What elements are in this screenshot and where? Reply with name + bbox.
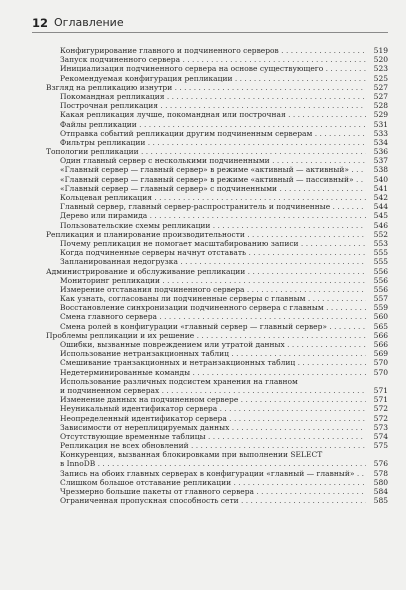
page-header	[32, 16, 388, 30]
toc-entry-title: Запись на обоих главных серверах в конфигурации «главный — главный» . . .	[60, 469, 366, 478]
toc-entry-title: Конфигурирование главного и подчиненного серверов . . .	[60, 46, 366, 55]
toc-entry	[32, 74, 388, 83]
toc-entry-title: Восстановление синхронизации подчиненного сервера с главным . . .	[60, 303, 366, 312]
toc-entry	[32, 46, 388, 55]
toc-entry-page: 556	[373, 284, 388, 294]
toc-entry	[32, 55, 388, 64]
toc-entry-page: 570	[373, 367, 388, 377]
toc-entry-page: 520	[373, 55, 388, 65]
toc-entry-title: Какая репликация лучше, покомандная или построчная . . .	[60, 110, 366, 119]
toc-entry	[32, 101, 388, 110]
toc-entry-page: 576	[373, 459, 388, 469]
toc-entry	[32, 487, 388, 496]
toc-entry	[32, 165, 388, 174]
toc-entry-title: Недетерминированные команды . . .	[60, 368, 366, 377]
toc-entry-page: 523	[373, 64, 388, 74]
toc-entry-title: Администрирование и обслуживание репликации . . .	[46, 267, 366, 276]
toc-entry-page: 572	[373, 413, 388, 423]
toc-entry	[32, 349, 388, 358]
toc-entry-page: 585	[373, 496, 388, 506]
toc-entry-page: 569	[373, 349, 388, 359]
toc-entry-title: «Главный сервер — главный сервер» с подчиненными . . .	[60, 184, 366, 193]
toc-entry-title: Зависимости от нереплицируемых данных . . .	[60, 423, 366, 432]
toc-entry-page: 538	[373, 165, 388, 175]
toc-entry-page: 553	[373, 238, 388, 248]
toc-entry	[32, 441, 388, 450]
toc-entry-page: 546	[373, 220, 388, 230]
toc-entry-page: 529	[373, 110, 388, 120]
toc-entry-title: Слишком большое отставание репликации . . .	[60, 478, 366, 487]
toc-entry-title-continued: и подчиненном серверах . . .	[60, 386, 366, 395]
toc-entry-title: Использование различных подсистем хранения на главном	[60, 376, 298, 386]
toc-entry	[32, 312, 388, 321]
toc-entry-page: 574	[373, 431, 388, 441]
toc-entry-page: 525	[373, 73, 388, 83]
toc-entry-page: 560	[373, 312, 388, 322]
toc-entry-title: «Главный сервер — главный сервер» в режиме «активный — пассивный» . . .	[60, 175, 366, 184]
toc-entry	[32, 395, 388, 404]
header-rule	[32, 32, 388, 33]
toc-entry-page: 566	[373, 340, 388, 349]
toc-entry-page: 544	[373, 202, 388, 212]
toc-entry-page: 536	[373, 147, 388, 157]
toc-entry	[32, 138, 388, 147]
toc-entry-title: Использование нетранзакционных таблиц . . .	[60, 349, 366, 358]
toc-entry	[32, 358, 388, 367]
toc-entry-page: 540	[373, 174, 388, 184]
toc-entry-title: Запуск подчиненного сервера . . .	[60, 55, 366, 64]
toc-entry	[32, 184, 388, 193]
toc-entry-title: Когда подчиненные серверы начнут отставать . . .	[60, 248, 366, 257]
toc-entry	[32, 147, 388, 156]
toc-entry-title: Почему репликация не помогает масштабированию записи . . .	[60, 239, 366, 248]
toc-entry-page: 566	[373, 330, 388, 340]
toc-entry-page: 542	[373, 193, 388, 202]
toc-entry-page: 531	[373, 119, 388, 129]
toc-entry-title: Файлы репликации . . .	[60, 120, 366, 129]
toc-entry-title: Репликация и планирование производительности . . .	[46, 230, 366, 239]
toc-entry	[32, 294, 388, 303]
toc-entry	[32, 110, 388, 119]
toc-entry-page: 584	[373, 487, 388, 497]
toc-entry-title: Фильтры репликации . . .	[60, 138, 366, 147]
toc-entry	[32, 496, 388, 505]
toc-entry	[32, 377, 388, 395]
toc-entry-title: «Главный сервер — главный сервер» в режиме «активный — активный» . . .	[60, 165, 366, 174]
toc-entry-title: Взгляд на репликацию изнутри . . .	[46, 83, 366, 92]
toc-entry-page: 533	[373, 128, 388, 138]
toc-entry-title: Мониторинг репликации . . .	[60, 276, 366, 285]
toc-entry	[32, 202, 388, 211]
toc-entry	[32, 257, 388, 266]
toc-entry-title: Измерение отставания подчиненного сервера . . .	[60, 285, 366, 294]
toc-entry-page: 580	[373, 477, 388, 487]
toc-entry-page: 571	[373, 385, 388, 395]
toc-entry-title: Неопределенный идентификатор сервера . . .	[60, 414, 366, 423]
toc-entry-page: 575	[373, 441, 388, 451]
toc-entry	[32, 432, 388, 441]
header-title: Оглавление	[54, 16, 124, 29]
toc-entry-page: 519	[373, 46, 388, 55]
toc-entry-title: Изменение данных на подчиненном сервере . . .	[60, 395, 366, 404]
toc-entry-title: Смена ролей в конфигурации «главный сервер — главный сервер» . . .	[60, 322, 366, 331]
toc-entry-title: Кольцевая репликация . . .	[60, 193, 366, 202]
toc-entry-page: 556	[373, 275, 388, 285]
toc-entry-page: 545	[373, 211, 388, 221]
toc-entry	[32, 267, 388, 276]
toc-entry-title: Построчная репликация . . .	[60, 101, 366, 110]
toc-entry-page: 570	[373, 358, 388, 368]
toc-entry-title: Дерево или пирамида . . .	[60, 211, 366, 220]
toc-entry-title: Пользовательские схемы репликации . . .	[60, 221, 366, 230]
toc-entry-title: Смена главного сервера . . .	[60, 312, 366, 321]
toc-entry	[32, 478, 388, 487]
toc-entry	[32, 211, 388, 220]
toc-entry-title: Инициализация подчиненного сервера на основе существующего . . .	[60, 64, 366, 73]
toc-entry-title: Неуникальный идентификатор сервера . . .	[60, 404, 366, 413]
toc-entry-title: Один главный сервер с несколькими подчиненными . . .	[60, 156, 366, 165]
toc-entry	[32, 331, 388, 340]
toc-entry-title: Главный сервер, главный сервер-распространитель и подчиненные . . .	[60, 202, 366, 211]
toc-entry-page: 565	[373, 321, 388, 331]
toc-entry-title: Репликация не всех обновлений . . .	[60, 441, 366, 450]
toc-entry-page: 527	[373, 82, 388, 92]
toc-entry	[32, 276, 388, 285]
toc-entry	[32, 230, 388, 239]
toc-entry-page: 571	[373, 395, 388, 405]
toc-entry-title: Смешивание транзакционных и нетранзакционных таблиц . . .	[60, 358, 366, 367]
toc-entry	[32, 120, 388, 129]
toc-entry-page: 556	[373, 266, 388, 276]
toc-entry-title-continued: в InnoDB . . .	[60, 459, 366, 468]
toc-entry-page: 537	[373, 156, 388, 166]
toc-entry	[32, 423, 388, 432]
toc-entry-title: Ограниченная пропускная способность сети . . .	[60, 496, 366, 505]
toc-entry	[32, 64, 388, 73]
toc-entry-title: Чрезмерно большие пакеты от главного сервера . . .	[60, 487, 366, 496]
toc-entry-title: Топологии репликации . . .	[46, 147, 366, 156]
toc-entry	[32, 129, 388, 138]
toc-entry	[32, 450, 388, 468]
toc-entry	[32, 404, 388, 413]
toc-entry-page: 552	[373, 229, 388, 239]
toc-entry-title: Отправка событий репликации другим подчиненным серверам . . .	[60, 129, 366, 138]
toc-entry-title: Отсутствующие временные таблицы . . .	[60, 432, 366, 441]
toc-entry-page: 555	[373, 257, 388, 267]
toc-entry	[32, 414, 388, 423]
toc-entry-page: 559	[373, 303, 388, 313]
toc-entry-title: Запланированная недогрузка . . .	[60, 257, 366, 266]
toc-entry-page: 555	[373, 248, 388, 258]
toc-entry	[32, 221, 388, 230]
toc-entry	[32, 368, 388, 377]
toc-entry-page: 528	[373, 101, 388, 111]
toc-entry-page: 573	[373, 422, 388, 432]
toc-entry	[32, 248, 388, 257]
toc-entry	[32, 193, 388, 202]
toc-entry	[32, 156, 388, 165]
toc-entry	[32, 239, 388, 248]
toc-entry	[32, 285, 388, 294]
toc-entry-page: 541	[373, 183, 388, 193]
toc-entry	[32, 175, 388, 184]
toc-entry-page: 578	[373, 468, 388, 478]
toc-entry-page: 572	[373, 404, 388, 414]
toc-list	[32, 46, 388, 505]
toc-entry-page: 557	[373, 294, 388, 304]
toc-entry-title: Рекомендуемая конфигурация репликации . . .	[60, 74, 366, 83]
toc-entry	[32, 83, 388, 92]
toc-entry	[32, 92, 388, 101]
toc-entry-page: 534	[373, 137, 388, 147]
toc-entry	[32, 322, 388, 331]
toc-entry	[32, 340, 388, 349]
toc-entry-title: Проблемы репликации и их решение . . .	[46, 331, 366, 340]
toc-entry-title: Конкуренция, вызванная блокировками при выполнении SELECT	[60, 450, 323, 460]
toc-entry-title: Ошибки, вызванные повреждением или утратой данных . . .	[60, 340, 366, 349]
toc-entry	[32, 303, 388, 312]
toc-entry-title: Как узнать, согласованы ли подчиненные серверы с главным . . .	[60, 294, 366, 303]
toc-entry-page: 527	[373, 91, 388, 101]
toc-entry	[32, 469, 388, 478]
toc-entry-title: Покомандная репликация . . .	[60, 92, 366, 101]
page-number: 12	[32, 16, 49, 30]
